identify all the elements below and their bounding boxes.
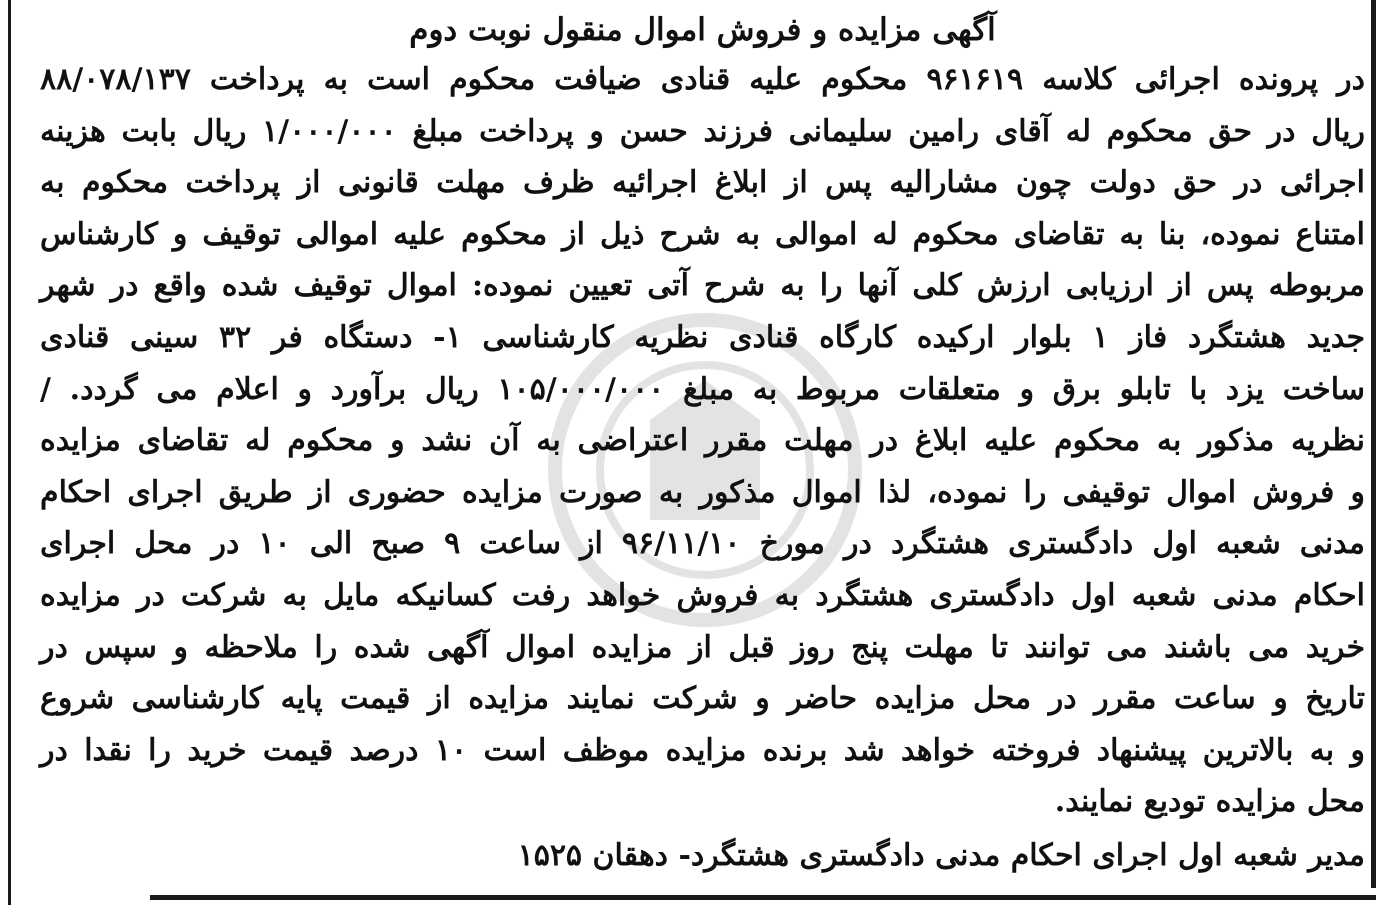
auction-notice <box>40 10 1365 882</box>
notice-line: جدید هشتگرد فاز ۱ بلوار ارکیده کارگاه قنادی نظریه کارشناسی ۱- دستگاه فر ۳۲ سینی قنادی <box>40 319 1366 355</box>
notice-title: آگهی مزایده و فروش اموال منقول نوبت دوم <box>409 12 996 48</box>
notice-line: خرید می باشند می توانند تا مهلت پنج روز قبل از مزایده اموال آگهی شده را ملاحظه و سپس در <box>40 629 1365 665</box>
notice-signature: مدیر شعبه اول اجرای احکام مدنی دادگستری هشتگرد- دهقان ۱۵۲۵ <box>517 837 1365 873</box>
notice-line: مدنی شعبه اول دادگستری هشتگرد در مورخ ۹۶/۱۱/۱۰ از ساعت ۹ صبح الی ۱۰ در محل اجرای <box>40 526 1365 562</box>
notice-line: محل مزایده تودیع نمایند. <box>1054 784 1365 820</box>
notice-line: نظریه مذکور به محکوم علیه ابلاغ در مهلت مقرر اعتراضی به آن نشد و محکوم له تقاضای مزایده <box>40 423 1365 459</box>
left-border-line <box>8 0 11 905</box>
bottom-rule <box>150 895 1376 900</box>
notice-line: در پرونده اجرائی کلاسه ۹۶۱۶۱۹ محکوم علیه قنادی ضیافت محکوم است به پرداخت ۸۸/۰۷۸/۱۳۷ <box>40 62 1366 97</box>
notice-line: اجرائی در حق دولت چون مشارالیه پس از ابلاغ اجرائیه ظرف مهلت قانونی از پرداخت محکوم به <box>40 165 1365 201</box>
notice-line: احکام مدنی شعبه اول دادگستری هشتگرد به فروش خواهد رفت کسانیکه مایل به شرکت در مزایده <box>40 577 1365 613</box>
notice-line: مربوطه پس از ارزیابی ارزش کلی آنها را به شرح آتی تعیین نموده: اموال توقیف شده واقع در شهر <box>40 268 1365 304</box>
right-border-line <box>1371 0 1376 888</box>
notice-line: ساخت یزد با تابلو برق و متعلقات مربوط به مبلغ ۱۰۵/۰۰۰/۰۰۰ ریال برآورد و اعلام می گردد. / <box>40 371 1365 407</box>
notice-line: ریال در حق محکوم له آقای رامین سلیمانی فرزند حسن و پرداخت مبلغ ۱/۰۰۰/۰۰۰ ریال بابت هزینه <box>40 113 1366 149</box>
notice-line: امتناع نموده، بنا به تقاضای محکوم له اموالی به شرح ذیل از محکوم علیه اموالی توقیف و کارشناس <box>40 216 1365 252</box>
notice-body <box>40 54 1365 828</box>
notice-line: تاریخ و ساعت مقرر در محل مزایده حاضر و شرکت نمایند مزایده از قیمت پایه کارشناسی شروع <box>40 681 1365 717</box>
notice-line: و به بالاترین پیشنهاد فروخته خواهد شد برنده مزایده موظف است ۱۰ درصد قیمت خرید را نقدا در <box>40 732 1365 768</box>
notice-line: و فروش اموال توقیفی را نموده، لذا اموال مذکور به صورت مزایده حضوری از طریق اجرای احکام <box>40 474 1365 510</box>
